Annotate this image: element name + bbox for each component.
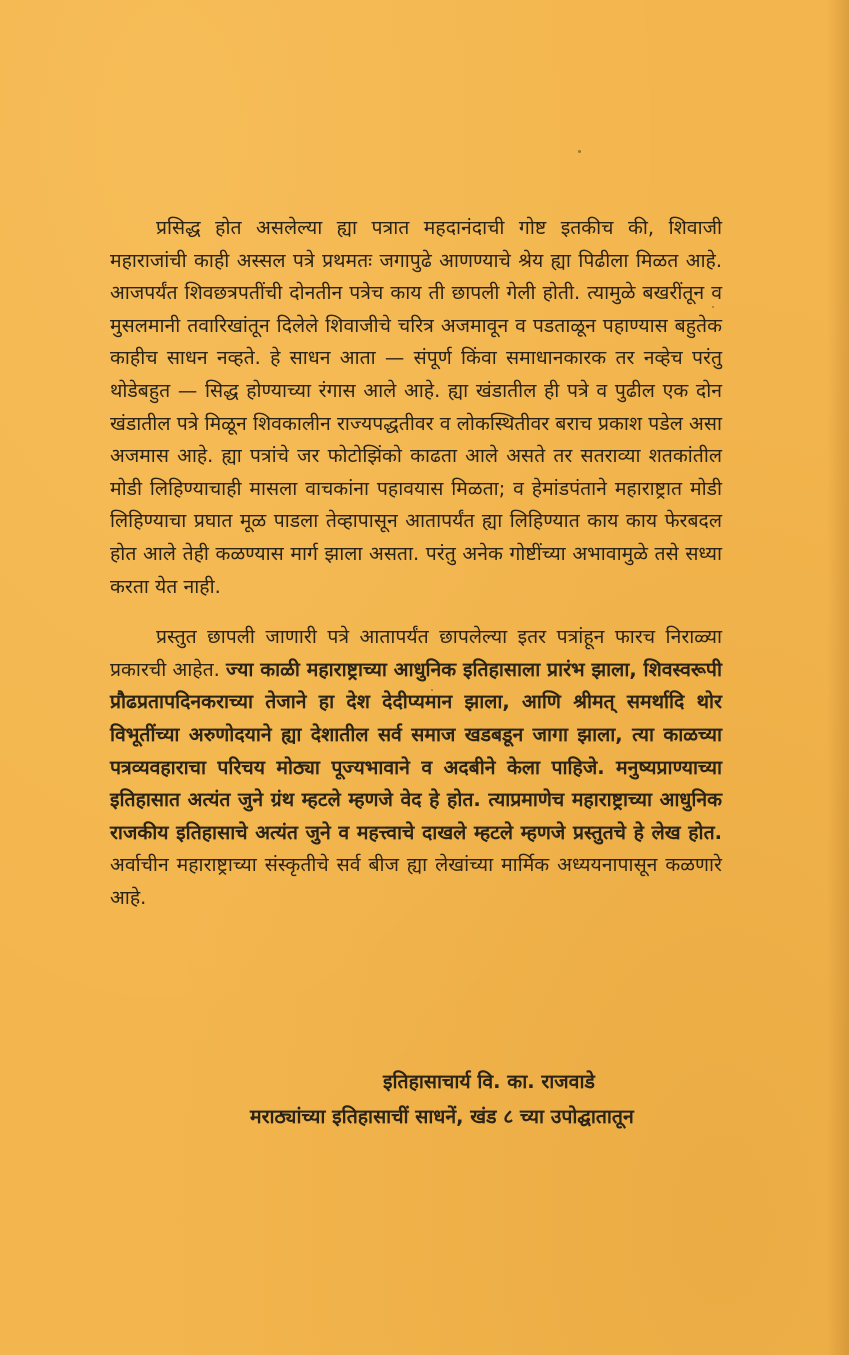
cover-edge-shadow xyxy=(827,0,849,1355)
blurb-text xyxy=(110,212,722,914)
paragraph-2 xyxy=(110,621,722,914)
attribution xyxy=(250,1064,730,1134)
attribution-author: इतिहासाचार्य वि. का. राजवाडे xyxy=(383,1070,595,1093)
paragraph-1: प्रसिद्ध होत असलेल्या ह्या पत्रात महदानंदाची गोष्ट इतकीच की, शिवाजी महाराजांची काही अस्सल पत्रे प्रथमतः जगापुढे आणण्याचे श्रेय ह्या पिढीला मिळत आहे. आजपर्यंत शिवछत्रपतींची दोनतीन पत्रेच काय ती छापली गेली होती. त्यामुळे बखरींतून व मुसलमानी तवारिखांतून दिलेले शिवाजीचे चरित्र अजमावून व पडताळून पहाण्यास बहुतेक काहीच साधन नव्हते. हे साधन आता — संपूर्ण किंवा समाधानकारक तर नव्हेच परंतु थोडेबहुत — सिद्ध होण्याच्या रंगास आले आहे. ह्या खंडातील ही पत्रे व पुढील एक दोन खंडातील पत्रे मिळून शिवकालीन राज्यपद्धतीवर व लोकस्थितीवर बराच प्रकाश पडेल असा अजमास आहे. ह्या पत्रांचे जर फोटोझिंको काढता आले असते तर सतराव्या शतकांतील मोडी लिहिण्याचाही मासला वाचकांना पहावयास मिळता; व हेमांडपंताने महाराष्ट्रात मोडी लिहिण्याचा प्रघात मूळ पाडला तेव्हापासून आतापर्यंत ह्या लिहिण्यात काय काय फेरबदल होत आले तेही कळण्यास मार्ग झाला असता. परंतु अनेक गोष्टींच्या अभावामुळे तसे सध्या करता येत नाही. xyxy=(110,216,722,598)
paragraph-2-lead: प्रस्तुत छापली जाणारी पत्रे आतापर्यंत छापलेल्या इतर पत्रांहून फारच निराळ्या प्रकारची आहेत. xyxy=(110,625,722,681)
attribution-source: मराठ्यांच्या इतिहासाचीं साधनें, खंड ८ च्या उपोद्घातातून xyxy=(250,1105,634,1128)
paper-speck xyxy=(578,150,581,153)
paragraph-2-tail: अर्वाचीन महाराष्ट्राच्या संस्कृतीचे सर्व बीज ह्या लेखांच्या मार्मिक अध्ययनापासून कळणारे आहे. xyxy=(110,853,722,909)
paragraph-2-emphasis: ज्या काळी महाराष्ट्राच्या आधुनिक इतिहासाला प्रारंभ झाला, शिवस्वरूपी प्रौढप्रतापदिनकराच्या तेजाने हा देश देदीप्यमान झाला, आणि श्रीमत् समर्थादि थोर विभूतींच्या अरुणोदयाने ह्या देशातील सर्व समाज खडबडून जागा झाला, त्या काळच्या पत्रव्यवहाराचा परिचय मोठ्या पूज्यभावाने व अदबीने केला पाहिजे. मनुष्यप्राण्याच्या इतिहासात अत्यंत जुने ग्रंथ म्हटले म्हणजे वेद हे होत. त्याप्रमाणेच महाराष्ट्राच्या आधुनिक राजकीय इतिहासाचे अत्यंत जुने व महत्त्वाचे दाखले म्हटले म्हणजे प्रस्तुतचे हे लेख होत. xyxy=(110,657,722,844)
